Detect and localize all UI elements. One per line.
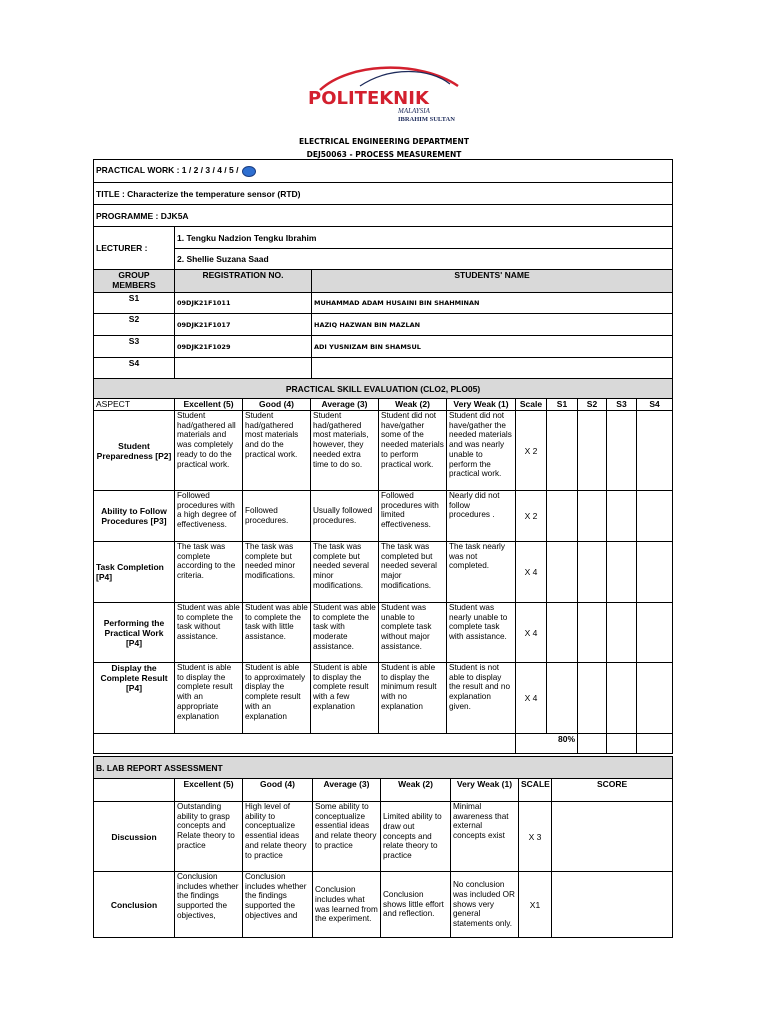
lab-rubric-very-weak: No conclusion was included OR shows very general statements only. bbox=[451, 872, 519, 938]
lab-header-good: Good (4) bbox=[243, 779, 313, 802]
score-s2[interactable] bbox=[578, 542, 607, 603]
practical-work-field bbox=[94, 160, 673, 183]
rubric-average: The task was complete but needed several minor modifications. bbox=[311, 542, 379, 603]
lab-header-excellent: Excellent (5) bbox=[175, 779, 243, 802]
score-s4[interactable] bbox=[637, 411, 673, 491]
lab-rubric-weak: Conclusion shows little effort and reflection. bbox=[381, 872, 451, 938]
rubric-very-weak: The task nearly was not completed. bbox=[447, 542, 516, 603]
course-title: DEJ50063 - PROCESS MEASUREMENT bbox=[306, 150, 462, 159]
score-s4[interactable] bbox=[637, 542, 673, 603]
rubric-excellent: Student was able to complete the task without assistance. bbox=[175, 603, 243, 663]
header-excellent: Excellent (5) bbox=[175, 399, 243, 411]
member-id: S1 bbox=[94, 293, 175, 314]
scale-value: X 4 bbox=[516, 663, 547, 734]
rubric-good: Student is able to approximately display the complete result with an explanation bbox=[243, 663, 311, 734]
header-s4: S4 bbox=[637, 399, 673, 411]
rubric-average: Student is able to display the complete result with a few explanation bbox=[311, 663, 379, 734]
rubric-average: Student had/gathered most materials, however, they needed extra time to do so. bbox=[311, 411, 379, 491]
aspect-label: Task Completion [P4] bbox=[94, 542, 175, 603]
header-s1: S1 bbox=[547, 399, 578, 411]
score-s1[interactable] bbox=[547, 663, 578, 734]
total-spacer bbox=[94, 734, 516, 754]
score-s2[interactable] bbox=[578, 663, 607, 734]
score-s1[interactable] bbox=[547, 542, 578, 603]
rubric-very-weak: Student was nearly unable to complete task with assistance. bbox=[447, 603, 516, 663]
scale-value: X 4 bbox=[516, 603, 547, 663]
selection-marker-icon bbox=[242, 166, 256, 177]
rubric-very-weak: Student is not able to display the result and no explanation given. bbox=[447, 663, 516, 734]
lab-header-average: Average (3) bbox=[313, 779, 381, 802]
scale-value: X 2 bbox=[516, 411, 547, 491]
logo-campus: IBRAHIM SULTAN bbox=[398, 116, 455, 123]
rubric-good: Student was able to complete the task with little assistance. bbox=[243, 603, 311, 663]
score-s4[interactable] bbox=[637, 491, 673, 542]
practical-work-label: PRACTICAL WORK : 1 / 2 / 3 / 4 / 5 / bbox=[96, 165, 239, 176]
lab-header-score: SCORE bbox=[552, 779, 673, 802]
lecturer-1: 1. Tengku Nadzion Tengku Ibrahim bbox=[175, 227, 673, 249]
score-s3[interactable] bbox=[607, 542, 637, 603]
scale-value: X 4 bbox=[516, 542, 547, 603]
rubric-weak: Student was unable to complete task without major assistance. bbox=[379, 603, 447, 663]
lab-header-aspect bbox=[94, 779, 175, 802]
score-s4[interactable] bbox=[637, 663, 673, 734]
lab-aspect-label: Conclusion bbox=[94, 872, 175, 938]
header-good: Good (4) bbox=[243, 399, 311, 411]
lab-row bbox=[94, 872, 673, 938]
score-s4[interactable] bbox=[637, 603, 673, 663]
lab-rubric-excellent: Conclusion includes whether the findings supported the objectives, bbox=[175, 872, 243, 938]
score-s3[interactable] bbox=[607, 411, 637, 491]
member-name bbox=[312, 358, 673, 380]
scale-value: X 2 bbox=[516, 491, 547, 542]
lab-header-weak: Weak (2) bbox=[381, 779, 451, 802]
score-s3[interactable] bbox=[607, 603, 637, 663]
lab-header-scale: SCALE bbox=[519, 779, 552, 802]
lab-score[interactable] bbox=[552, 872, 673, 938]
lab-rubric-average: Some ability to conceptualize essential ideas and relate theory to practice bbox=[313, 802, 381, 872]
lab-scale-value: X1 bbox=[519, 872, 552, 938]
aspect-label: Display the Complete Result [P4] bbox=[94, 663, 175, 734]
lecturer-label: LECTURER : bbox=[94, 227, 175, 270]
rubric-excellent: Student is able to display the complete result with an appropriate explanation bbox=[175, 663, 243, 734]
header-s3: S3 bbox=[607, 399, 637, 411]
rubric-average: Usually followed procedures. bbox=[311, 491, 379, 542]
member-reg: 09DJK21F1017 bbox=[175, 314, 312, 336]
header-scale: Scale bbox=[516, 399, 547, 411]
aspect-label: Ability to Follow Procedures [P3] bbox=[94, 491, 175, 542]
header-very-weak: Very Weak (1) bbox=[447, 399, 516, 411]
score-s3[interactable] bbox=[607, 663, 637, 734]
lab-scale-value: X 3 bbox=[519, 802, 552, 872]
aspect-label: Performing the Practical Work [P4] bbox=[94, 603, 175, 663]
score-s1[interactable] bbox=[547, 603, 578, 663]
header-registration: REGISTRATION NO. bbox=[175, 270, 312, 293]
header-group-members: GROUP MEMBERS bbox=[94, 270, 175, 293]
skill-row bbox=[94, 603, 673, 663]
member-reg: 09DJK21F1011 bbox=[175, 293, 312, 314]
lab-score[interactable] bbox=[552, 802, 673, 872]
header-student-name: STUDENTS' NAME bbox=[312, 270, 673, 293]
total-percent: 80% bbox=[516, 734, 578, 754]
member-name: HAZIQ HAZWAN BIN MAZLAN bbox=[312, 314, 673, 336]
rubric-weak: Followed procedures with limited effectiveness. bbox=[379, 491, 447, 542]
score-s2[interactable] bbox=[578, 411, 607, 491]
skill-row bbox=[94, 663, 673, 734]
rubric-very-weak: Student did not have/gather the needed materials and was nearly unable to perform the practical work. bbox=[447, 411, 516, 491]
rubric-excellent: Student had/gathered all materials and was completely ready to do the practical work. bbox=[175, 411, 243, 491]
rubric-average: Student was able to complete the task with moderate assistance. bbox=[311, 603, 379, 663]
score-s1[interactable] bbox=[547, 491, 578, 542]
info-table bbox=[93, 159, 673, 380]
member-id: S2 bbox=[94, 314, 175, 336]
header-aspect: ASPECT bbox=[94, 399, 175, 411]
rubric-weak: Student is able to display the minimum result with no explanation bbox=[379, 663, 447, 734]
title-field: TITLE : Characterize the temperature sensor (RTD) bbox=[94, 183, 673, 205]
logo-wordmark: POLITEKNIK bbox=[308, 88, 429, 109]
rubric-weak: Student did not have/gather some of the needed materials to perform practical work. bbox=[379, 411, 447, 491]
programme-field: PROGRAMME : DJK5A bbox=[94, 205, 673, 227]
member-id: S4 bbox=[94, 358, 175, 380]
lab-rubric-good: Conclusion includes whether the findings supported the objectives and bbox=[243, 872, 313, 938]
politeknik-logo bbox=[300, 62, 470, 124]
rubric-excellent: Followed procedures with a high degree of effectiveness. bbox=[175, 491, 243, 542]
lab-rubric-excellent: Outstanding ability to grasp concepts and Relate theory to practice bbox=[175, 802, 243, 872]
header-s2: S2 bbox=[578, 399, 607, 411]
rubric-very-weak: Nearly did not follow procedures . bbox=[447, 491, 516, 542]
header-weak: Weak (2) bbox=[379, 399, 447, 411]
skill-evaluation-table bbox=[93, 378, 673, 754]
aspect-label: Student Preparedness [P2] bbox=[94, 411, 175, 491]
member-name: ADI YUSNIZAM BIN SHAMSUL bbox=[312, 336, 673, 358]
rubric-excellent: The task was complete according to the criteria. bbox=[175, 542, 243, 603]
lab-aspect-label: Discussion bbox=[94, 802, 175, 872]
skill-row bbox=[94, 491, 673, 542]
rubric-good: Followed procedures. bbox=[243, 491, 311, 542]
lab-report-table bbox=[93, 756, 673, 938]
lecturer-2: 2. Shellie Suzana Saad bbox=[175, 249, 673, 270]
rubric-good: The task was complete but needed minor modifications. bbox=[243, 542, 311, 603]
skill-row bbox=[94, 411, 673, 491]
score-s3[interactable] bbox=[607, 491, 637, 542]
lab-section-title: B. LAB REPORT ASSESSMENT bbox=[94, 757, 673, 779]
score-s1[interactable] bbox=[547, 411, 578, 491]
rubric-weak: The task was completed but needed several major modifications. bbox=[379, 542, 447, 603]
score-s2[interactable] bbox=[578, 603, 607, 663]
score-s2[interactable] bbox=[578, 491, 607, 542]
total-s4[interactable] bbox=[637, 734, 673, 754]
lab-rubric-good: High level of ability to conceptualize essential ideas and relate theory to practice bbox=[243, 802, 313, 872]
header-average: Average (3) bbox=[311, 399, 379, 411]
rubric-good: Student had/gathered most materials and do the practical work. bbox=[243, 411, 311, 491]
skill-row bbox=[94, 542, 673, 603]
member-name: MUHAMMAD ADAM HUSAINI BIN SHAHMINAN bbox=[312, 293, 673, 314]
member-reg: 09DJK21F1029 bbox=[175, 336, 312, 358]
total-s3[interactable] bbox=[607, 734, 637, 754]
lab-header-very-weak: Very Weak (1) bbox=[451, 779, 519, 802]
logo-sub: MALAYSIA bbox=[398, 107, 430, 115]
lab-rubric-weak: Limited ability to draw out concepts and relate theory to practice bbox=[381, 802, 451, 872]
member-id: S3 bbox=[94, 336, 175, 358]
skill-section-title: PRACTICAL SKILL EVALUATION (CLO2, PLO05) bbox=[94, 379, 673, 399]
lab-rubric-very-weak: Minimal awareness that external concepts exist bbox=[451, 802, 519, 872]
member-reg bbox=[175, 358, 312, 380]
department-title: ELECTRICAL ENGINEERING DEPARTMENT bbox=[299, 137, 469, 146]
total-s2[interactable] bbox=[578, 734, 607, 754]
lab-rubric-average: Conclusion includes what was learned from the experiment. bbox=[313, 872, 381, 938]
lab-row bbox=[94, 802, 673, 872]
